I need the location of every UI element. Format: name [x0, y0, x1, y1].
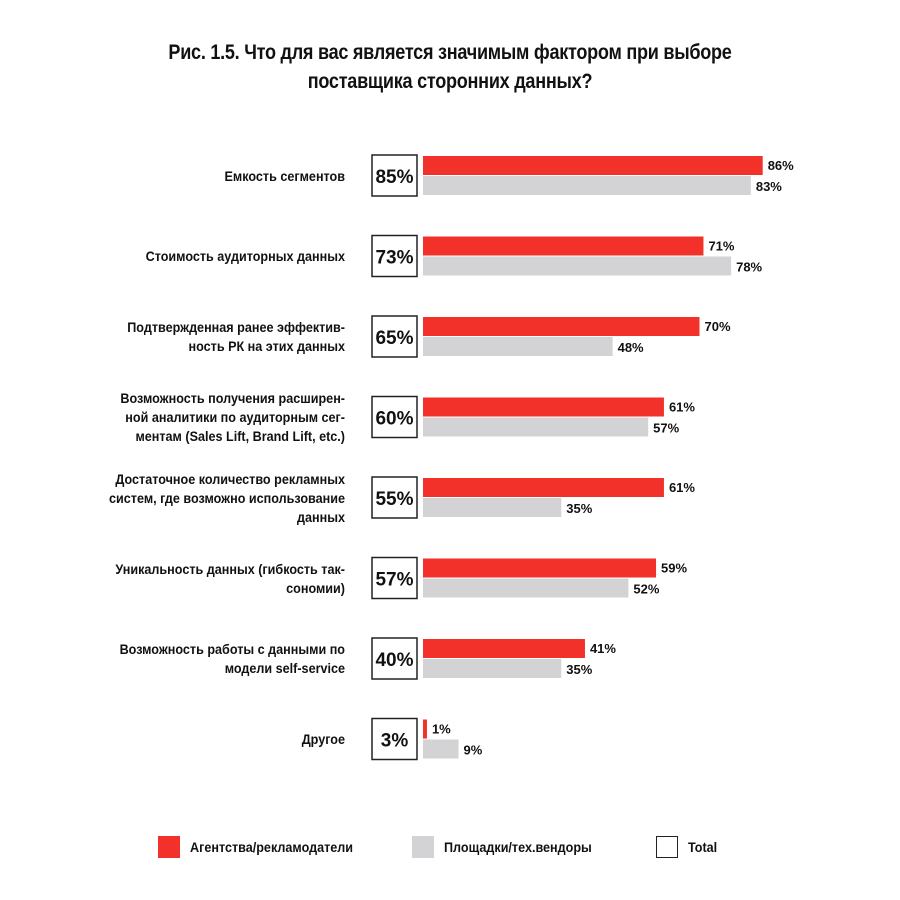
- category-label-line: Возможность получения расширен-: [120, 390, 345, 406]
- category-label-line: ность РК на этих данных: [188, 338, 345, 354]
- total-value-label: 57%: [375, 569, 414, 591]
- data-label-agencies: 61%: [668, 480, 695, 495]
- bar-platforms: [423, 418, 648, 437]
- total-value-label: 73%: [375, 247, 414, 269]
- bar-agencies: [423, 317, 700, 336]
- bar-platforms: [423, 498, 561, 517]
- data-label-platforms: 52%: [633, 581, 660, 597]
- data-label-platforms: 48%: [617, 340, 644, 355]
- category-label-line: сономии): [286, 579, 345, 596]
- bar-platforms: [423, 337, 613, 356]
- data-label-agencies: 41%: [589, 641, 616, 656]
- category-label-line: Возможность работы с данными по: [119, 641, 346, 657]
- category-label-line: систем, где возможно использование: [109, 489, 345, 506]
- category-label-line: Достаточное количество рекламных: [115, 470, 345, 487]
- category-label-line: Другое: [301, 731, 345, 747]
- bar-agencies: [423, 639, 585, 658]
- bar-agencies: [423, 478, 664, 497]
- chart-title: Рис. 1.5. Что для вас является значимым фактором при выборе поставщика сторонних данных?: [168, 41, 732, 93]
- legend-label-total: Total: [688, 839, 718, 855]
- legend-label-agencies: Агентства/рекламодатели: [190, 839, 354, 855]
- data-label-agencies: 70%: [704, 319, 731, 334]
- legend-item-platforms: [412, 836, 608, 858]
- category-label-line: модели self-service: [224, 660, 345, 676]
- data-label-platforms: 35%: [566, 662, 593, 677]
- data-label-platforms: 35%: [566, 501, 593, 516]
- bar-agencies: [423, 559, 656, 578]
- data-label-platforms: 9%: [463, 742, 483, 758]
- category-label-line: Уникальность данных (гибкость так-: [115, 560, 345, 577]
- bar-platforms: [423, 740, 459, 759]
- total-value-label: 55%: [375, 489, 414, 510]
- category-label-line: данных: [297, 508, 345, 525]
- bar-platforms: [423, 176, 751, 195]
- legend-swatch-total: [656, 836, 678, 858]
- category-label-line: Подтвержденная ранее эффектив-: [127, 319, 345, 335]
- bar-agencies: [423, 398, 664, 417]
- bar-platforms: [423, 659, 561, 678]
- category-label-line: ной аналитики по аудиторным сег-: [125, 409, 345, 425]
- legend-label-platforms: Площадки/тех.вендоры: [444, 839, 592, 855]
- data-label-platforms: 83%: [755, 179, 782, 194]
- total-value-label: 60%: [375, 408, 414, 430]
- bar-platforms: [423, 579, 628, 598]
- data-label-agencies: 86%: [767, 158, 794, 173]
- legend-swatch-agencies: [158, 836, 180, 858]
- data-label-agencies: 71%: [708, 238, 735, 254]
- data-label-agencies: 59%: [661, 560, 688, 576]
- legend-swatch-platforms: [412, 836, 434, 858]
- data-label-platforms: 57%: [653, 420, 680, 436]
- category-label-line: Стоимость аудиторных данных: [145, 248, 345, 264]
- data-label-platforms: 78%: [736, 259, 763, 275]
- data-label-agencies: 61%: [668, 399, 695, 415]
- category-label-line: Емкость сегментов: [224, 167, 345, 184]
- total-value-label: 65%: [375, 328, 414, 349]
- bar-agencies: [423, 156, 763, 175]
- category-label-line: ментам (Sales Lift, Brand Lift, etc.): [135, 428, 345, 444]
- total-value-label: 40%: [375, 650, 414, 671]
- bar-agencies: [423, 237, 703, 256]
- total-value-label: 85%: [375, 167, 414, 188]
- legend-item-agencies: [158, 836, 371, 858]
- bar-agencies: [423, 720, 427, 739]
- total-value-label: 3%: [380, 730, 409, 752]
- data-label-agencies: 1%: [431, 721, 451, 737]
- bar-platforms: [423, 257, 731, 276]
- legend-item-total: [656, 836, 720, 858]
- legend: [0, 836, 900, 866]
